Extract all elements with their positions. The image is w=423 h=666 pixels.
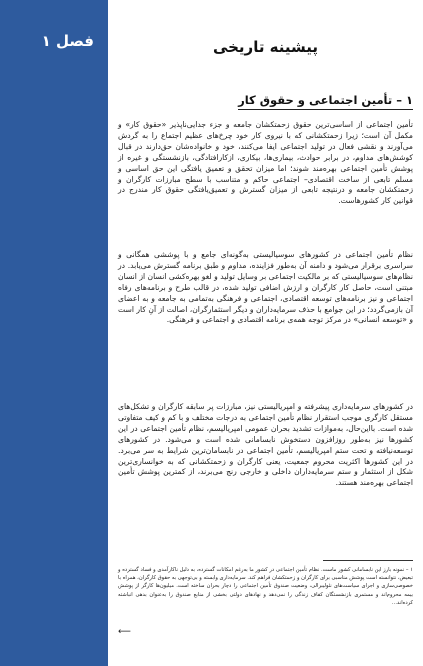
section-heading: ۱ – تأمین اجتماعی و حقوق کار bbox=[238, 93, 413, 110]
page-title: پیشینه تاریخی bbox=[212, 38, 319, 56]
paragraph-1: تأمین اجتماعی از اساسی‌ترین حقوق زحمتکشان جامعه و جزء جدایی‌ناپذیر «حقوق کار» و مکمل آن است؛ زیرا زحمتکشانی که با نیروی کار خود چرخ‌های عظیم اجتماع را به گردش می‌آورند و نقشی فعال در تولید اجتماعی ایفا می‌کنند، خود و خانواده‌شان حق‌دارند در قبال کوشش‌های مداوم، در برابر حوادث، بیماری‌ها، بیکاری، ازکارافتادگی، بازنشستگی و غیره از پوشش تأمین اجتماعی بهره‌مند شوند؛ اما میزان تحقق و تعمیق یافتگی این حق اساسی و مسلم تابعی از ساخت اقتصادی– اجتماعی حاکم و متناسب با سطح مبارزات کارگران و زحمتکشان جامعه و درنتیجه تابعی از میزان گسترش و تعمیق‌یافتگی حقوق کار مندرج در قوانین کار کشورهاست. bbox=[118, 120, 413, 206]
chapter-sidebar bbox=[0, 0, 108, 666]
paragraph-2: نظام تأمین اجتماعی در کشورهای سوسیالیستی به‌گونه‌ای جامع و با پوششی همگانی و سراسری برقرار می‌شود و دامنه آن به‌طور فزاینده، مداوم و طبق برنامه گسترش می‌یابد. در نظام‌های سوسیالیستی که بر مالکیت اجتماعی بر وسایل تولید و لغو بهره‌کشی انسان از انسان مبتنی است، حاصل کار کارگران و ارزش اضافی تولید شده، در قالب طرح و برنامه‌های رفاه اجتماعی و نیز برنامه‌های توسعه اقتصادی، اجتماعی و فرهنگی به‌تمامی به جامعه و به اعضای آن بازمی‌گردد؛ در این جوامع با حذف سرمایه‌داران و دیگر استثمارگران، اصالت از آنِ کار است و «توسعه انسانی» در مرکز توجه همه‌ی برنامه اقتصادی و اجتماعی و فرهنگی. bbox=[118, 250, 413, 325]
continuation-arrow-icon: ⟵ bbox=[118, 627, 131, 637]
chapter-label: فصل ۱ bbox=[41, 32, 94, 50]
paragraph-3: در کشورهای سرمایه‌داری پیشرفته و امپریالیستی نیز، مبارزات پر سابقه کارگران و تشکل‌های مستقل کارگری موجب استقرار نظام تأمین اجتماعی به درجات مختلف و با کم و کیف متفاوتی شده است. بااین‌حال، به‌موازات تشدید بحران عمومی امپریالیسم، نظام تأمین اجتماعی در این کشورها نیز به‌طور روزافزون دستخوش نابسامانی شده است و می‌شود. در کشورهای توسعه‌نیافته و تحت ستم امپریالیسم، تأمین اجتماعی در نابسامان‌ترین شرایط به سر می‌برد. در این کشورها اکثریت محروم جمعیت، یعنی کارگران و زحمتکشانی که به خوانساری‌ترین شکل از استثمار و ستم سرمایه‌داران داخلی و خارجی رنج می‌برند، از کمترین پوشش تأمین اجتماعی بهره‌مند هستند. bbox=[118, 402, 413, 488]
footnote: ۱ – نمونه بارز این نابسامانی کشور ماست. نظام تأمین اجتماعی در کشور ما به‌رغم امکانات گسترده، به دلیل ناکارآمدی و فساد گسترده و تبعیض، نتوانسته است پوشش مناسبی برای کارگران و زحمتکشان فراهم کند. سرمایه‌داری وابسته و بی‌توجهی به حقوق کارگران، همراه با خصوصی‌سازی و اجرای سیاست‌های نئولیبرالی، وضعیت صندوق تأمین اجتماعی را دچار بحران ساخته است. میلیون‌ها کارگر از پوشش بیمه محروم‌اند و مستمری بازنشستگان کفاف زندگی را نمی‌دهد و نهادهای دولتی بخشی از منابع صندوق را به‌عنوان بدهی انباشته کرده‌اند… bbox=[118, 567, 413, 606]
page-content bbox=[118, 0, 413, 666]
footnote-separator bbox=[323, 560, 413, 561]
